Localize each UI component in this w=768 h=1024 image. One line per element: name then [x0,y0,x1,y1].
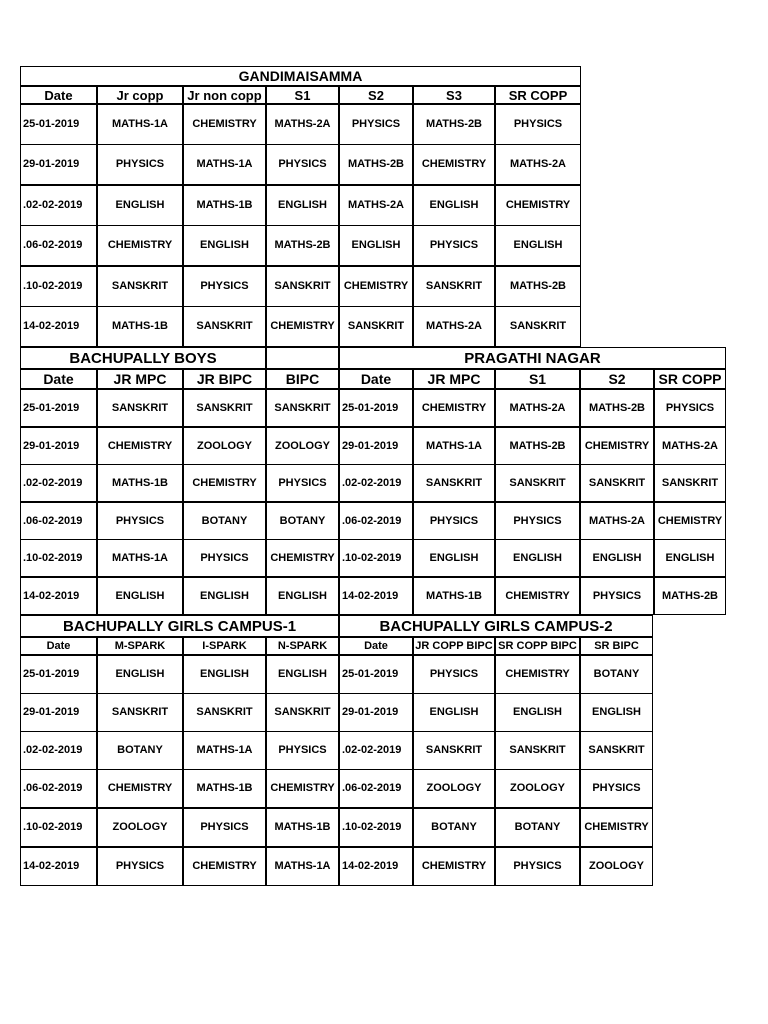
pragathi-nagar-subject-cell: MATHS-2A [580,502,654,540]
bachupally-boys-subject-cell: PHYSICS [97,502,183,540]
gandimaisamma-subject-cell: SANSKRIT [495,306,581,347]
bachupally-boys-date-cell: 14-02-2019 [20,577,97,615]
gandimaisamma-subject-cell: ENGLISH [413,185,495,226]
bachupally-girls-2-subject-cell: PHYSICS [580,769,653,808]
gandimaisamma-subject-cell: MATHS-2B [266,225,339,266]
gandimaisamma-date-cell: .10-02-2019 [20,266,97,307]
pragathi-nagar-subject-cell: MATHS-1B [413,577,495,615]
pragathi-nagar-date-cell: 25-01-2019 [339,389,413,427]
bachupally-boys-subject-cell: CHEMISTRY [183,464,266,502]
gandimaisamma-subject-cell: MATHS-1A [97,104,183,145]
gandimaisamma-subject-cell: PHYSICS [266,144,339,185]
bachupally-girls-2-date-cell: 29-01-2019 [339,693,413,732]
pragathi-nagar-subject-cell: ENGLISH [413,539,495,577]
bachupally-girls-2-header-cell: SR COPP BIPC [495,637,580,655]
bachupally-girls-2-date-cell: .10-02-2019 [339,808,413,847]
gandimaisamma-subject-cell: ENGLISH [339,225,413,266]
gandimaisamma-date-cell: 25-01-2019 [20,104,97,145]
bachupally-girls-2-subject-cell: ENGLISH [413,693,495,732]
pragathi-nagar-subject-cell: MATHS-2B [654,577,726,615]
bachupally-boys-subject-cell: ZOOLOGY [266,427,339,465]
bachupally-girls-2-date-cell: .02-02-2019 [339,731,413,770]
bachupally-boys-subject-cell: SANSKRIT [266,389,339,427]
bachupally-girls-1-subject-cell: BOTANY [97,731,183,770]
bachupally-girls-2-subject-cell: SANSKRIT [495,731,580,770]
bachupally-girls-2-subject-cell: ENGLISH [580,693,653,732]
pragathi-nagar-header-cell: S2 [580,369,654,389]
bachupally-girls-1-subject-cell: MATHS-1A [266,847,339,886]
bachupally-boys-header-cell: BIPC [266,369,339,389]
bachupally-girls-1-header-cell: Date [20,637,97,655]
pragathi-nagar-subject-cell: ENGLISH [580,539,654,577]
pragathi-nagar-subject-cell: SANSKRIT [654,464,726,502]
bachupally-girls-2-subject-cell: CHEMISTRY [580,808,653,847]
bachupally-girls-1-title: BACHUPALLY GIRLS CAMPUS-1 [20,615,339,637]
gandimaisamma-subject-cell: CHEMISTRY [183,104,266,145]
gandimaisamma-title: GANDIMAISAMMA [20,66,581,86]
bachupally-girls-1-header-cell: I-SPARK [183,637,266,655]
pragathi-nagar-subject-cell: MATHS-2A [654,427,726,465]
bachupally-boys-title: BACHUPALLY BOYS [20,347,266,369]
bachupally-boys-subject-cell: CHEMISTRY [97,427,183,465]
bachupally-girls-1-date-cell: 14-02-2019 [20,847,97,886]
bachupally-girls-2-title: BACHUPALLY GIRLS CAMPUS-2 [339,615,653,637]
pragathi-nagar-date-cell: .02-02-2019 [339,464,413,502]
gandimaisamma-date-cell: .06-02-2019 [20,225,97,266]
bachupally-girls-2-header-cell: Date [339,637,413,655]
bachupally-girls-2-subject-cell: PHYSICS [413,655,495,694]
bachupally-boys-subject-cell: CHEMISTRY [266,539,339,577]
bachupally-boys-subject-cell: ENGLISH [183,577,266,615]
pragathi-nagar-subject-cell: PHYSICS [580,577,654,615]
bachupally-boys-header-cell: JR BIPC [183,369,266,389]
bachupally-girls-1-date-cell: .10-02-2019 [20,808,97,847]
pragathi-nagar-subject-cell: CHEMISTRY [495,577,580,615]
pragathi-nagar-subject-cell: MATHS-1A [413,427,495,465]
bachupally-boys-header-cell: Date [20,369,97,389]
gandimaisamma-subject-cell: PHYSICS [495,104,581,145]
gandimaisamma-subject-cell: CHEMISTRY [339,266,413,307]
gandimaisamma-subject-cell: SANSKRIT [266,266,339,307]
bachupally-girls-1-subject-cell: SANSKRIT [97,693,183,732]
bachupally-boys-subject-cell: ZOOLOGY [183,427,266,465]
gandimaisamma-header-cell: S2 [339,86,413,104]
bachupally-girls-2-date-cell: .06-02-2019 [339,769,413,808]
bachupally-girls-1-subject-cell: ENGLISH [97,655,183,694]
bachupally-girls-1-subject-cell: PHYSICS [266,731,339,770]
gandimaisamma-subject-cell: MATHS-1A [183,144,266,185]
bachupally-girls-2-subject-cell: ZOOLOGY [413,769,495,808]
bachupally-girls-2-subject-cell: SANSKRIT [413,731,495,770]
bachupally-girls-1-date-cell: .02-02-2019 [20,731,97,770]
pragathi-nagar-title: PRAGATHI NAGAR [339,347,726,369]
gandimaisamma-subject-cell: MATHS-2A [413,306,495,347]
pragathi-nagar-subject-cell: ENGLISH [654,539,726,577]
bachupally-girls-2-subject-cell: PHYSICS [495,847,580,886]
pragathi-nagar-header-cell: S1 [495,369,580,389]
pragathi-nagar-date-cell: .10-02-2019 [339,539,413,577]
bachupally-girls-2-subject-cell: BOTANY [413,808,495,847]
bachupally-girls-1-date-cell: 25-01-2019 [20,655,97,694]
pragathi-nagar-subject-cell: PHYSICS [413,502,495,540]
bachupally-boys-date-cell: .10-02-2019 [20,539,97,577]
gandimaisamma-header-cell: S3 [413,86,495,104]
gandimaisamma-subject-cell: ENGLISH [266,185,339,226]
bachupally-girls-1-subject-cell: ENGLISH [183,655,266,694]
bachupally-girls-1-subject-cell: PHYSICS [97,847,183,886]
gandimaisamma-header-cell: S1 [266,86,339,104]
bachupally-boys-subject-cell: BOTANY [266,502,339,540]
bachupally-girls-1-subject-cell: MATHS-1B [266,808,339,847]
gandimaisamma-header-cell: Jr non copp [183,86,266,104]
bachupally-girls-1-header-cell: N-SPARK [266,637,339,655]
gandimaisamma-subject-cell: SANSKRIT [413,266,495,307]
gandimaisamma-subject-cell: PHYSICS [183,266,266,307]
bachupally-girls-2-date-cell: 25-01-2019 [339,655,413,694]
bachupally-girls-2-subject-cell: CHEMISTRY [413,847,495,886]
bachupally-girls-2-subject-cell: SANSKRIT [580,731,653,770]
bachupally-girls-2-subject-cell: ZOOLOGY [580,847,653,886]
gandimaisamma-subject-cell: MATHS-1B [183,185,266,226]
bachupally-girls-1-subject-cell: CHEMISTRY [183,847,266,886]
bachupally-girls-2-subject-cell: BOTANY [495,808,580,847]
bachupally-girls-1-date-cell: 29-01-2019 [20,693,97,732]
bachupally-girls-2-subject-cell: CHEMISTRY [495,655,580,694]
bachupally-girls-1-subject-cell: CHEMISTRY [266,769,339,808]
pragathi-nagar-header-cell: Date [339,369,413,389]
pragathi-nagar-subject-cell: PHYSICS [495,502,580,540]
bachupally-boys-subject-cell: MATHS-1B [97,464,183,502]
pragathi-nagar-subject-cell: ENGLISH [495,539,580,577]
gandimaisamma-subject-cell: PHYSICS [97,144,183,185]
bachupally-girls-2-subject-cell: BOTANY [580,655,653,694]
bachupally-boys-date-cell: .06-02-2019 [20,502,97,540]
bachupally-boys-title-blank [266,347,339,369]
gandimaisamma-subject-cell: ENGLISH [495,225,581,266]
gandimaisamma-subject-cell: CHEMISTRY [413,144,495,185]
bachupally-girls-1-subject-cell: PHYSICS [183,808,266,847]
gandimaisamma-subject-cell: PHYSICS [413,225,495,266]
bachupally-boys-header-cell: JR MPC [97,369,183,389]
pragathi-nagar-subject-cell: CHEMISTRY [580,427,654,465]
gandimaisamma-subject-cell: MATHS-2A [495,144,581,185]
gandimaisamma-subject-cell: PHYSICS [339,104,413,145]
bachupally-girls-1-date-cell: .06-02-2019 [20,769,97,808]
bachupally-boys-subject-cell: SANSKRIT [97,389,183,427]
bachupally-boys-date-cell: .02-02-2019 [20,464,97,502]
pragathi-nagar-subject-cell: SANSKRIT [495,464,580,502]
gandimaisamma-subject-cell: SANSKRIT [97,266,183,307]
pragathi-nagar-header-cell: SR COPP [654,369,726,389]
gandimaisamma-header-cell: SR COPP [495,86,581,104]
bachupally-boys-date-cell: 29-01-2019 [20,427,97,465]
bachupally-girls-2-date-cell: 14-02-2019 [339,847,413,886]
gandimaisamma-subject-cell: SANSKRIT [339,306,413,347]
bachupally-boys-subject-cell: ENGLISH [266,577,339,615]
gandimaisamma-subject-cell: CHEMISTRY [97,225,183,266]
bachupally-boys-subject-cell: SANSKRIT [183,389,266,427]
gandimaisamma-subject-cell: MATHS-1B [97,306,183,347]
gandimaisamma-subject-cell: MATHS-2B [339,144,413,185]
gandimaisamma-subject-cell: MATHS-2A [266,104,339,145]
bachupally-boys-subject-cell: PHYSICS [266,464,339,502]
bachupally-girls-1-subject-cell: ZOOLOGY [97,808,183,847]
gandimaisamma-subject-cell: MATHS-2B [413,104,495,145]
gandimaisamma-subject-cell: MATHS-2B [495,266,581,307]
bachupally-girls-1-subject-cell: MATHS-1B [183,769,266,808]
bachupally-girls-1-subject-cell: ENGLISH [266,655,339,694]
bachupally-girls-1-subject-cell: SANSKRIT [183,693,266,732]
pragathi-nagar-subject-cell: SANSKRIT [580,464,654,502]
pragathi-nagar-subject-cell: MATHS-2B [495,427,580,465]
bachupally-boys-subject-cell: PHYSICS [183,539,266,577]
gandimaisamma-date-cell: 29-01-2019 [20,144,97,185]
bachupally-girls-2-header-cell: SR BIPC [580,637,653,655]
bachupally-boys-subject-cell: ENGLISH [97,577,183,615]
gandimaisamma-subject-cell: CHEMISTRY [266,306,339,347]
pragathi-nagar-subject-cell: MATHS-2A [495,389,580,427]
bachupally-girls-1-subject-cell: MATHS-1A [183,731,266,770]
pragathi-nagar-date-cell: .06-02-2019 [339,502,413,540]
bachupally-boys-subject-cell: BOTANY [183,502,266,540]
bachupally-girls-1-header-cell: M-SPARK [97,637,183,655]
bachupally-boys-date-cell: 25-01-2019 [20,389,97,427]
bachupally-boys-subject-cell: MATHS-1A [97,539,183,577]
pragathi-nagar-subject-cell: SANSKRIT [413,464,495,502]
gandimaisamma-subject-cell: CHEMISTRY [495,185,581,226]
pragathi-nagar-date-cell: 29-01-2019 [339,427,413,465]
bachupally-girls-1-subject-cell: SANSKRIT [266,693,339,732]
gandimaisamma-date-cell: .02-02-2019 [20,185,97,226]
bachupally-girls-2-subject-cell: ZOOLOGY [495,769,580,808]
pragathi-nagar-subject-cell: PHYSICS [654,389,726,427]
pragathi-nagar-date-cell: 14-02-2019 [339,577,413,615]
gandimaisamma-header-cell: Date [20,86,97,104]
gandimaisamma-header-cell: Jr copp [97,86,183,104]
gandimaisamma-subject-cell: ENGLISH [183,225,266,266]
pragathi-nagar-subject-cell: MATHS-2B [580,389,654,427]
bachupally-girls-1-subject-cell: CHEMISTRY [97,769,183,808]
gandimaisamma-subject-cell: MATHS-2A [339,185,413,226]
bachupally-girls-2-subject-cell: ENGLISH [495,693,580,732]
gandimaisamma-subject-cell: ENGLISH [97,185,183,226]
gandimaisamma-subject-cell: SANSKRIT [183,306,266,347]
bachupally-girls-2-header-cell: JR COPP BIPC [413,637,495,655]
pragathi-nagar-subject-cell: CHEMISTRY [413,389,495,427]
gandimaisamma-date-cell: 14-02-2019 [20,306,97,347]
pragathi-nagar-subject-cell: CHEMISTRY [654,502,726,540]
pragathi-nagar-header-cell: JR MPC [413,369,495,389]
